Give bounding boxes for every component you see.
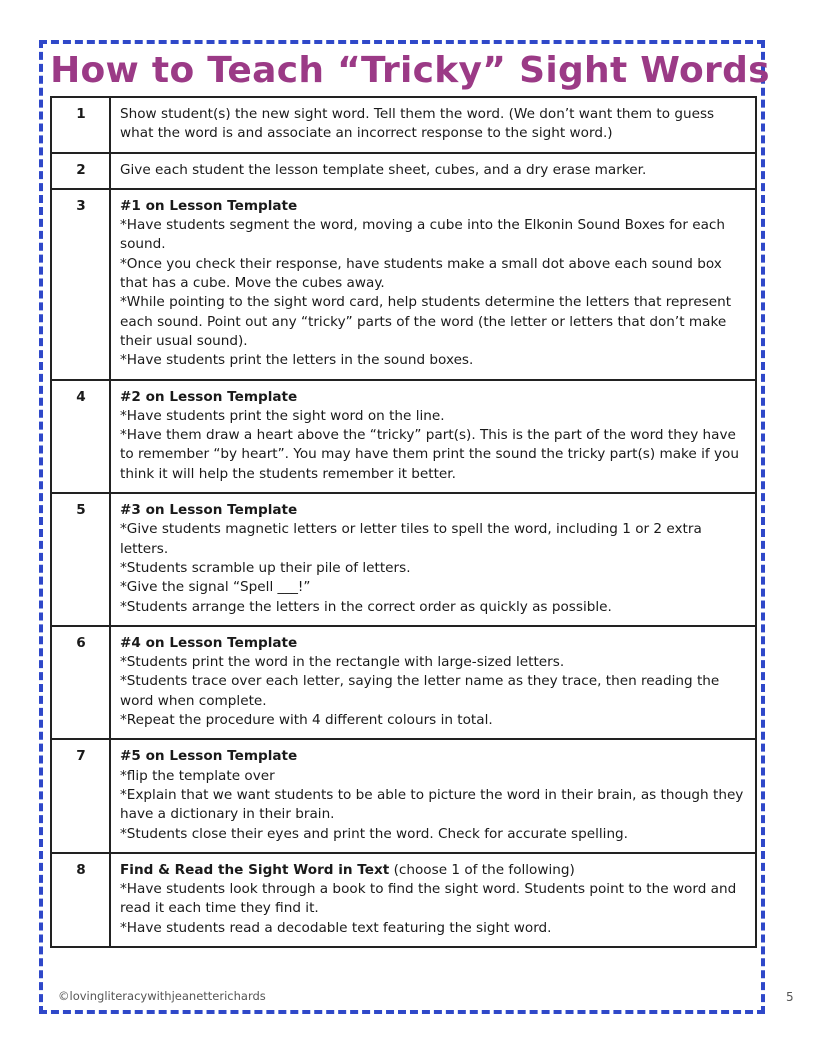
step-row [51, 493, 756, 626]
step-instruction: *Have students read a decodable text featuring the sight word. [120, 919, 552, 936]
step-heading: #3 on Lesson Template [120, 502, 298, 519]
step-heading-line [120, 634, 747, 653]
step-instruction: *Give the signal “Spell ___!” [120, 579, 311, 596]
step-content [110, 626, 756, 739]
step-content [110, 493, 756, 626]
step-heading: #1 on Lesson Template [120, 197, 298, 214]
step-number: 3 [51, 189, 110, 380]
step-content [110, 189, 756, 380]
step-row [51, 153, 756, 189]
step-number: 4 [51, 380, 110, 493]
step-instruction: Show student(s) the new sight word. Tell them the word. (We don’t want them to guess what the word is and associate an incorrect response to the sight word.) [120, 106, 715, 142]
step-content [110, 739, 756, 852]
step-row [51, 380, 756, 493]
step-heading-line [120, 501, 747, 520]
step-number: 1 [51, 97, 110, 153]
step-content [110, 153, 756, 189]
copyright-credit: ©lovingliteracywithjeanetterichards [58, 989, 266, 1003]
step-instruction: *flip the template over [120, 767, 275, 784]
step-instruction: Give each student the lesson template sheet, cubes, and a dry erase marker. [120, 161, 647, 178]
step-instruction: *Give students magnetic letters or letter tiles to spell the word, including 1 or 2 extra letters. [120, 521, 702, 557]
step-instruction: *Explain that we want students to be able to picture the word in their brain, as though they have a dictionary in their brain. [120, 786, 744, 823]
step-row [51, 189, 756, 380]
step-instruction: *Students scramble up their pile of letters. [120, 559, 411, 576]
step-instruction: *Students trace over each letter, saying the letter name as they trace, then reading the word when complete. [120, 673, 720, 709]
step-instruction: *Students close their eyes and print the word. Check for accurate spelling. [120, 825, 629, 842]
step-instruction: *Repeat the procedure with 4 different colours in total. [120, 712, 493, 729]
step-instruction: *While pointing to the sight word card, help students determine the letters that represent each sound. Point out any “tricky” parts of the word (the letter or letters that don’t make their usual sound). [120, 294, 732, 349]
step-instruction: *Have them draw a heart above the “tricky” part(s). This is the part of the word they have to remember “by heart”. You may have them print the sound the tricky part(s) make if you think it will help the students remember it better. [120, 427, 739, 482]
step-heading-line [120, 747, 747, 766]
step-row [51, 97, 756, 153]
step-number: 5 [51, 493, 110, 626]
page-number: 5 [786, 990, 794, 1004]
step-row [51, 853, 756, 947]
page-title: How to Teach “Tricky” Sight Words [50, 50, 770, 91]
step-content [110, 853, 756, 947]
step-instruction: *Students arrange the letters in the correct order as quickly as possible. [120, 598, 612, 615]
step-content [110, 380, 756, 493]
steps-table [50, 96, 757, 948]
step-heading: #5 on Lesson Template [120, 748, 298, 765]
step-instruction: *Have students look through a book to find the sight word. Students point to the word and read it each time they find it. [120, 881, 737, 917]
step-heading-line [120, 197, 747, 216]
step-number: 6 [51, 626, 110, 739]
step-instruction: *Have students print the sight word on the line. [120, 407, 445, 424]
step-heading-line [120, 861, 747, 880]
step-heading-note: (choose 1 of the following) [389, 861, 575, 878]
step-number: 7 [51, 739, 110, 852]
step-number: 8 [51, 853, 110, 947]
step-heading: Find & Read the Sight Word in Text [120, 861, 390, 878]
step-instruction: *Have students print the letters in the sound boxes. [120, 352, 474, 369]
step-number: 2 [51, 153, 110, 189]
step-content [110, 97, 756, 153]
step-row [51, 626, 756, 739]
step-instruction: *Students print the word in the rectangle with large-sized letters. [120, 654, 565, 671]
step-heading: #4 on Lesson Template [120, 634, 298, 651]
step-instruction: *Once you check their response, have students make a small dot above each sound box that has a cube. Move the cubes away. [120, 255, 722, 292]
step-row [51, 739, 756, 852]
step-instruction: *Have students segment the word, moving a cube into the Elkonin Sound Boxes for each sound. [120, 217, 726, 253]
step-heading-line [120, 388, 747, 407]
step-heading: #2 on Lesson Template [120, 388, 298, 405]
